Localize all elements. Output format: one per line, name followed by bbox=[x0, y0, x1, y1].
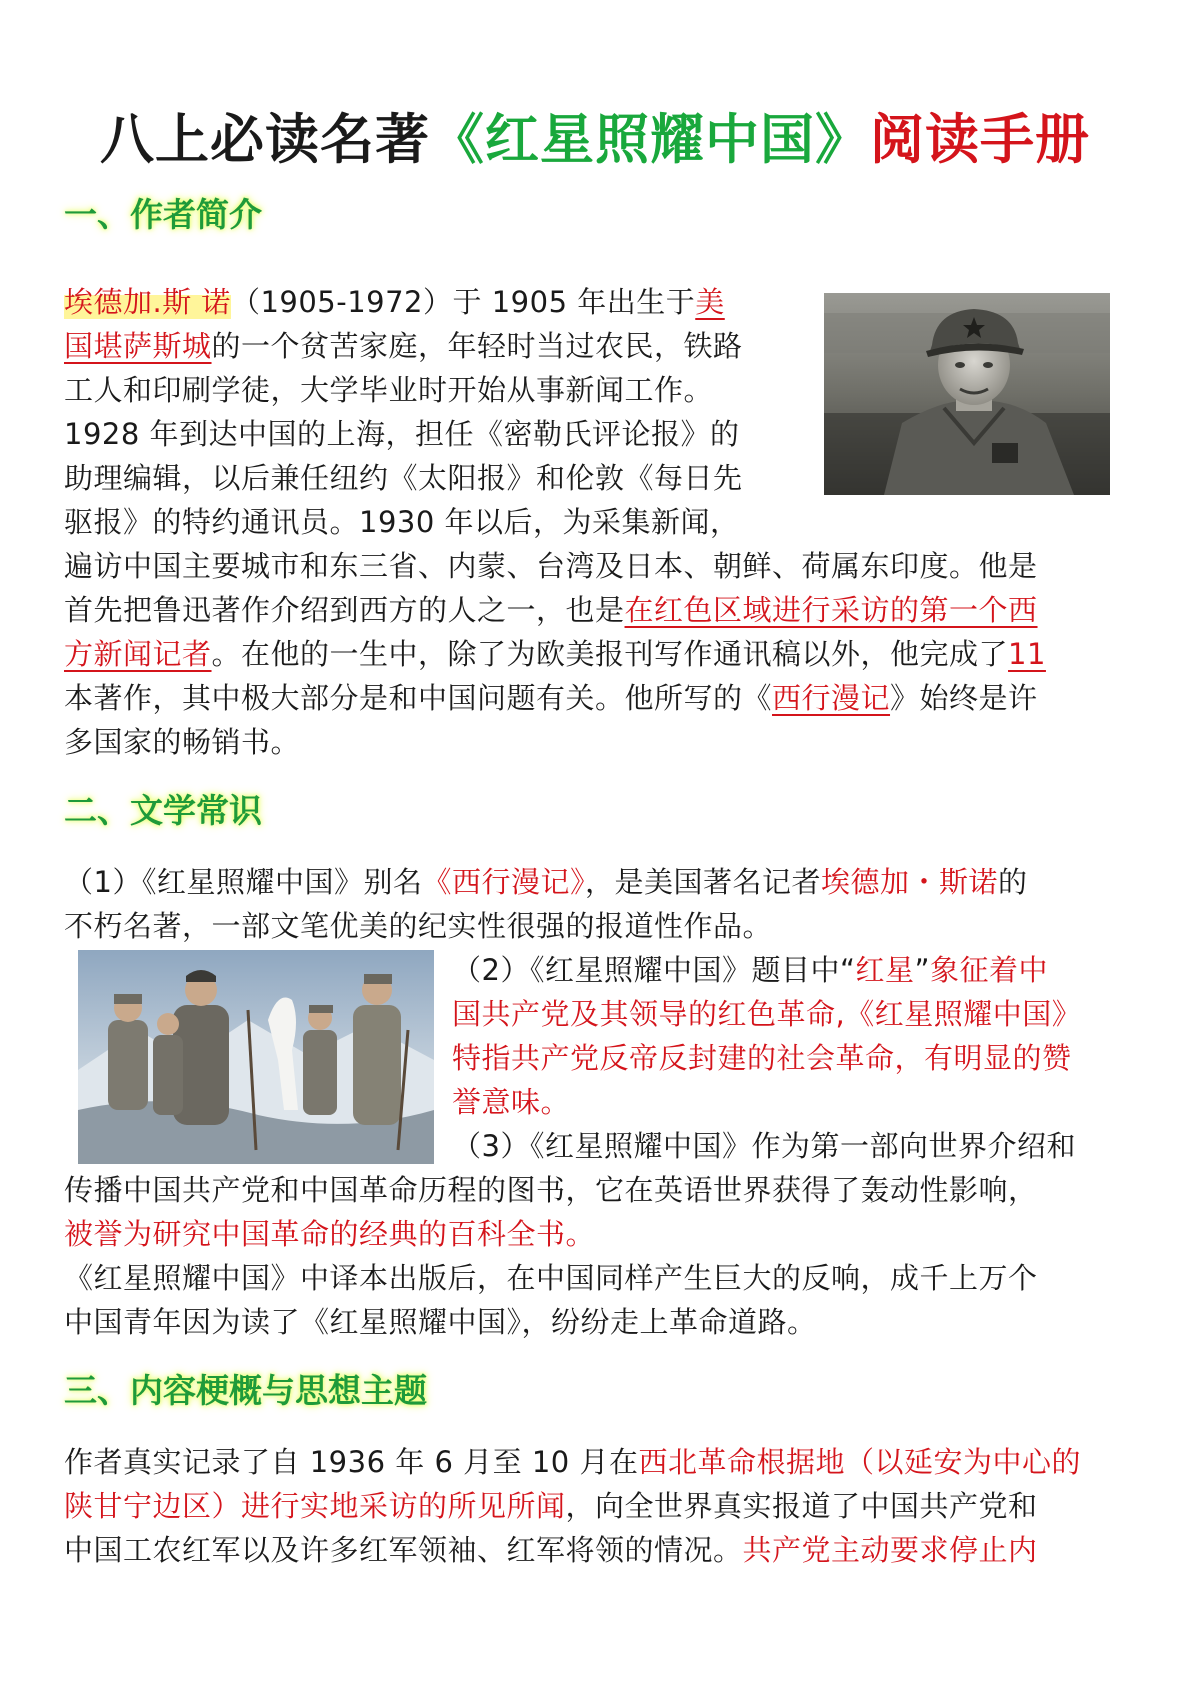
lit-2-line-4: 誉意味。 bbox=[452, 1085, 571, 1119]
author-line-1-text: （1905-1972）于 1905 年出生于 bbox=[230, 285, 696, 319]
literature-point-2 bbox=[452, 948, 1152, 1168]
lit-2-c: ” bbox=[914, 953, 931, 987]
lit-1-author: 埃德加・斯诺 bbox=[820, 865, 998, 899]
summary-line-2-text: ，向全世界真实报道了中国共产党和 bbox=[565, 1489, 1038, 1523]
lit-3-line-2: 传播中国共产党和中国革命历程的图书，它在英语世界获得了轰动性影响， bbox=[64, 1173, 1038, 1207]
lit-2-line-3: 特指共产党反帝反封建的社会革命，有明显的赞 bbox=[452, 1041, 1072, 1075]
lit-2-line-1 bbox=[452, 948, 1152, 992]
title-part-3: 阅读手册 bbox=[870, 108, 1090, 171]
page-title bbox=[0, 100, 1190, 180]
title-part-2: 《红星照耀中国》 bbox=[430, 108, 870, 171]
lit-3-line-1: （3）《红星照耀中国》作为第一部向世界介绍和 bbox=[452, 1129, 1076, 1163]
author-line-11: 多国家的畅销书。 bbox=[64, 725, 301, 759]
lit-1-e: 的 bbox=[998, 865, 1028, 899]
lit-2-red-star: 红星 bbox=[855, 953, 915, 987]
lit-2-a: （2）《红星照耀中国》题目中“ bbox=[452, 953, 856, 987]
summary-line-3-text: 中国工农红军以及许多红军领袖、红军将领的情况。 bbox=[64, 1533, 743, 1567]
author-birthplace-start: 美 bbox=[695, 285, 725, 319]
author-first-reporter-end: 方新闻记者 bbox=[64, 637, 212, 671]
author-line-7: 遍访中国主要城市和东三省、内蒙、台湾及日本、朝鲜、荷属东印度。他是 bbox=[64, 549, 1038, 583]
author-line-4: 1928 年到达中国的上海，担任《密勒氏评论报》的 bbox=[64, 417, 740, 451]
lit-3-line-3: 被誉为研究中国革命的经典的百科全书。 bbox=[64, 1217, 596, 1251]
lit-1-line-1 bbox=[64, 860, 1144, 904]
lit-2-line-2: 国共产党及其领导的红色革命,《红星照耀中国》 bbox=[452, 997, 1082, 1031]
author-line-8 bbox=[64, 588, 1134, 632]
summary-location-end: 陕甘宁边区）进行实地采访的所见所闻 bbox=[64, 1489, 566, 1523]
title-part-1: 八上必读名著 bbox=[100, 108, 430, 171]
author-portrait-photo bbox=[824, 293, 1110, 495]
author-line-2-text: 的一个贫苦家庭，年轻时当过农民，铁路 bbox=[211, 329, 743, 363]
author-line-10 bbox=[64, 676, 1134, 720]
summary-location: 西北革命根据地（以延安为中心的 bbox=[638, 1445, 1081, 1479]
author-line-10-text: 本著作，其中极大部分是和中国问题有关。他所写的《 bbox=[64, 681, 773, 715]
author-birthplace: 国堪萨斯城 bbox=[64, 329, 212, 363]
author-first-reporter: 在红色区域进行采访的第一个西 bbox=[624, 593, 1038, 627]
lit-1-alias: 《西行漫记》 bbox=[422, 865, 585, 899]
author-intro-narrow bbox=[64, 280, 814, 544]
lit-3-line-5: 中国青年因为读了《红星照耀中国》，纷纷走上革命道路。 bbox=[64, 1305, 817, 1339]
literature-point-1 bbox=[64, 860, 1144, 948]
summary-line-1 bbox=[64, 1440, 1144, 1484]
lit-2-symbol: 象征着中 bbox=[930, 953, 1049, 987]
section-heading-literature: 二、文学常识 bbox=[64, 791, 262, 830]
author-name: 埃德加.斯 诺 bbox=[64, 285, 231, 319]
summary-theme: 共产党主动要求停止内 bbox=[742, 1533, 1038, 1567]
author-line-8-text: 首先把鲁迅著作介绍到西方的人之一，也是 bbox=[64, 593, 625, 627]
summary-paragraph bbox=[64, 1440, 1144, 1572]
summary-line-2 bbox=[64, 1484, 1144, 1528]
author-line-2 bbox=[64, 324, 814, 368]
lit-1-line-2: 不朽名著，一部文笔优美的纪实性很强的报道性作品。 bbox=[64, 909, 773, 943]
literature-point-3 bbox=[64, 1168, 1144, 1344]
summary-line-3 bbox=[64, 1528, 1144, 1572]
author-line-5: 助理编辑，以后兼任纽约《太阳报》和伦敦《每日先 bbox=[64, 461, 743, 495]
lit-1-a: （1）《红星照耀中国》别名 bbox=[64, 865, 423, 899]
summary-line-1-text: 作者真实记录了自 1936 年 6 月至 10 月在 bbox=[64, 1445, 639, 1479]
author-line-9-text: 。在他的一生中，除了为欧美报刊写作通讯稿以外，他完成了 bbox=[211, 637, 1009, 671]
author-intro-wide bbox=[64, 544, 1134, 764]
lit-3-line-4: 《红星照耀中国》中译本出版后，在中国同样产生巨大的反响，成千上万个 bbox=[64, 1261, 1038, 1295]
author-line-1 bbox=[64, 280, 814, 324]
author-line-9 bbox=[64, 632, 1134, 676]
section-heading-summary: 三、内容梗概与思想主题 bbox=[64, 1371, 427, 1410]
author-line-6: 驱报》的特约通讯员。1930 年以后，为采集新闻， bbox=[64, 505, 740, 539]
lit-1-c: ，是美国著名记者 bbox=[584, 865, 821, 899]
author-line-10-tail: 》始终是许 bbox=[890, 681, 1038, 715]
author-book-title: 西行漫记 bbox=[772, 681, 891, 715]
author-book-count: 11 bbox=[1008, 637, 1046, 671]
author-line-3: 工人和印刷学徒，大学毕业时开始从事新闻工作。 bbox=[64, 373, 714, 407]
section-heading-author: 一、作者简介 bbox=[64, 195, 262, 234]
red-army-leaders-painting bbox=[78, 950, 434, 1164]
